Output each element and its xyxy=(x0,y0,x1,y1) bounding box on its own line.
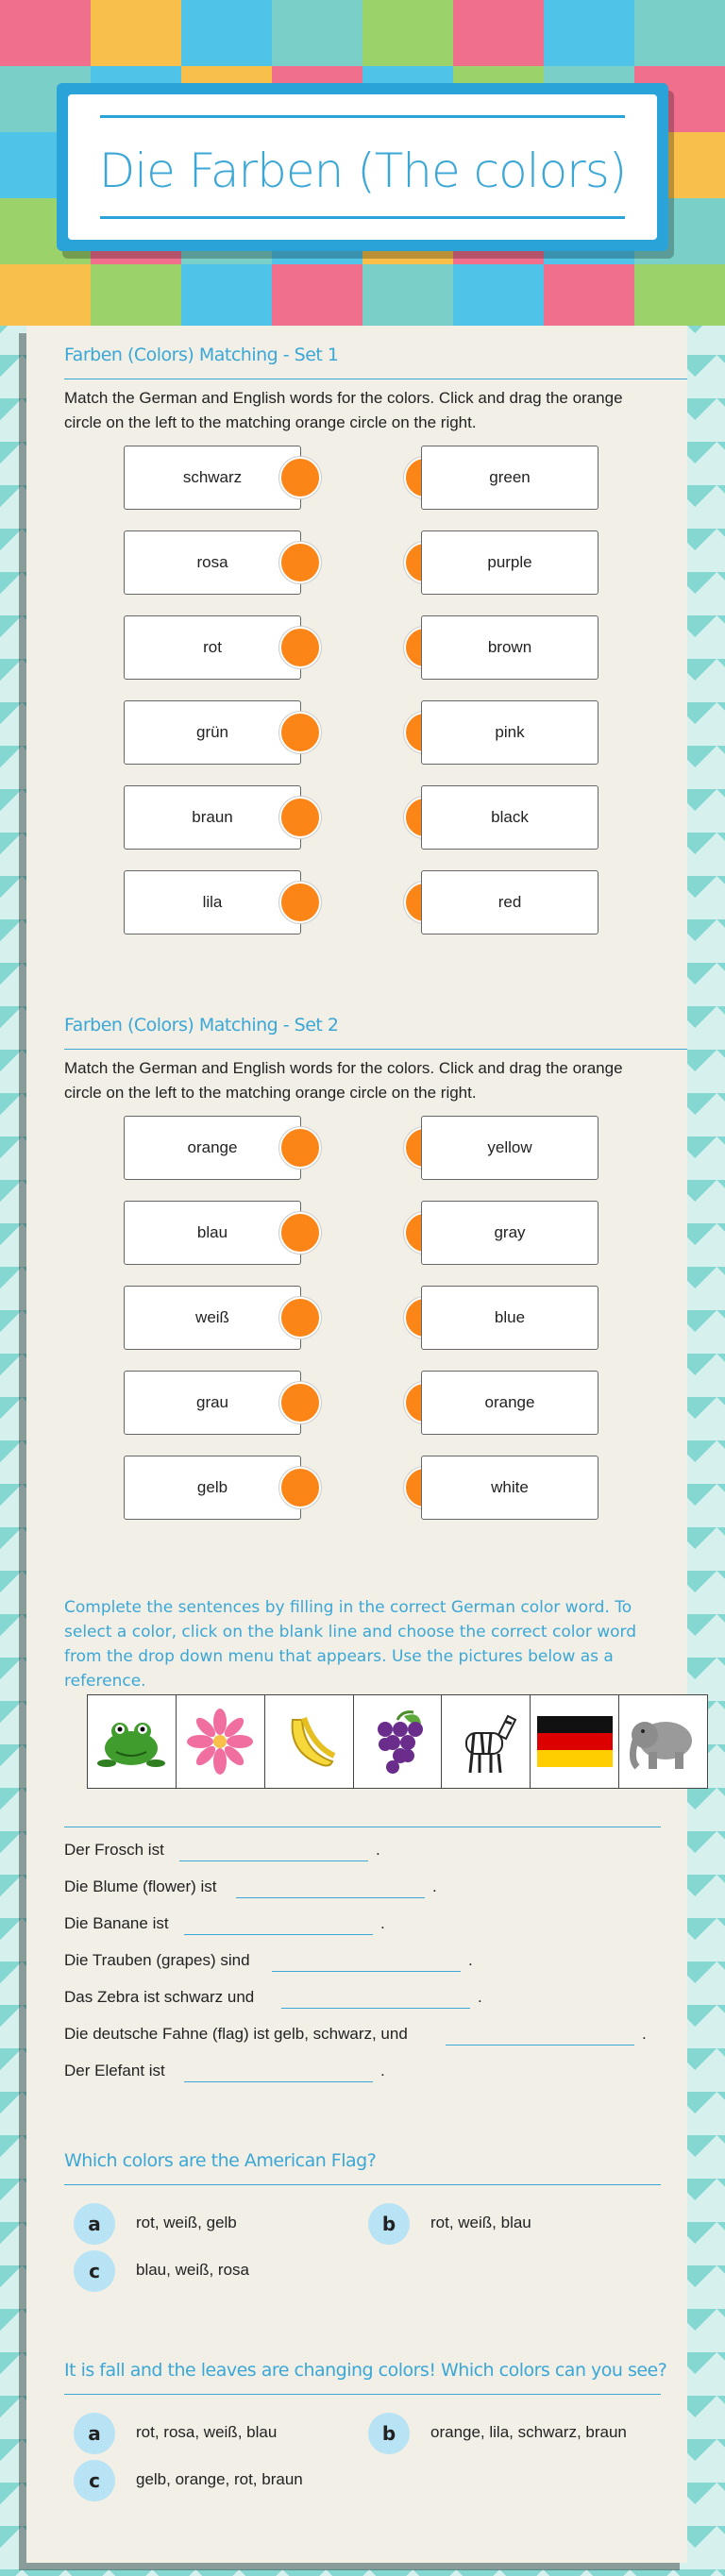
left-word-box: gelb xyxy=(124,1456,301,1520)
option-a-text[interactable]: rot, rosa, weiß, blau xyxy=(136,2423,278,2441)
right-word-box: pink xyxy=(421,700,599,765)
sentence-label: Die Blume (flower) ist xyxy=(64,1877,217,1895)
german-flag-icon xyxy=(531,1695,619,1788)
answer-blank[interactable] xyxy=(179,1860,368,1861)
frog-icon xyxy=(88,1695,177,1788)
right-word-box: red xyxy=(421,870,599,934)
left-word-box: rot xyxy=(124,615,301,680)
fill-instructions: Complete the sentences by filling in the correct German color word. To select a color, click on the blank line and choose the correct color word from the drop down menu that appears. Use the pictures below as a reference. xyxy=(64,1598,637,1691)
left-drag-handle[interactable] xyxy=(279,1297,321,1339)
answer-blank[interactable] xyxy=(281,2008,470,2009)
left-drag-handle[interactable] xyxy=(279,712,321,753)
period: . xyxy=(380,1914,385,1932)
zebra-icon xyxy=(442,1695,531,1788)
left-word-box: grau xyxy=(124,1371,301,1435)
left-word-box: lila xyxy=(124,870,301,934)
period: . xyxy=(432,1877,437,1895)
period: . xyxy=(642,2025,647,2043)
right-word-box: green xyxy=(421,446,599,510)
right-word-box: yellow xyxy=(421,1116,599,1180)
grapes-icon xyxy=(354,1695,443,1788)
flower-icon xyxy=(177,1695,265,1788)
left-drag-handle[interactable] xyxy=(279,797,321,838)
left-drag-handle[interactable] xyxy=(279,1382,321,1423)
answer-blank[interactable] xyxy=(272,1971,461,1972)
left-drag-handle[interactable] xyxy=(279,627,321,668)
right-word-box: white xyxy=(421,1456,599,1520)
option-c-badge[interactable]: c xyxy=(74,2250,115,2292)
right-word-box: purple xyxy=(421,530,599,595)
page-title: Die Farben (The colors) xyxy=(98,143,627,198)
option-c-text[interactable]: gelb, orange, rot, braun xyxy=(136,2470,303,2488)
set1-heading: Farben (Colors) Matching - Set 1 xyxy=(64,345,339,365)
divider xyxy=(64,2394,661,2395)
left-word-box: orange xyxy=(124,1116,301,1180)
picture-strip xyxy=(87,1694,708,1789)
set2-instructions: Match the German and English words for the colors. Click and drag the orange circle on the left to the matching orange circle on the right. xyxy=(64,1059,623,1102)
right-word-box: black xyxy=(421,785,599,850)
right-word-box: blue xyxy=(421,1286,599,1350)
header-banner xyxy=(0,0,725,326)
divider xyxy=(64,1049,687,1050)
left-word-box: blau xyxy=(124,1201,301,1265)
set1-instructions: Match the German and English words for the colors. Click and drag the orange circle on the left to the matching orange circle on the right. xyxy=(64,389,623,431)
option-b-text[interactable]: rot, weiß, blau xyxy=(430,2214,531,2231)
left-word-box: grün xyxy=(124,700,301,765)
right-word-box: gray xyxy=(421,1201,599,1265)
left-word-box: weiß xyxy=(124,1286,301,1350)
stripe xyxy=(0,264,725,326)
right-word-box: orange xyxy=(421,1371,599,1435)
worksheet-card xyxy=(26,326,687,2563)
sentence-label: Der Elefant ist xyxy=(64,2062,165,2079)
left-word-box: rosa xyxy=(124,530,301,595)
answer-blank[interactable] xyxy=(446,2045,634,2046)
period: . xyxy=(478,1988,482,2006)
option-b-badge[interactable]: b xyxy=(368,2203,410,2245)
answer-blank[interactable] xyxy=(184,1934,373,1935)
option-b-text[interactable]: orange, lila, schwarz, braun xyxy=(430,2423,627,2441)
option-a-badge[interactable]: a xyxy=(74,2413,115,2454)
left-drag-handle[interactable] xyxy=(279,457,321,498)
answer-blank[interactable] xyxy=(184,2081,373,2082)
left-drag-handle[interactable] xyxy=(279,1467,321,1508)
banana-icon xyxy=(265,1695,354,1788)
period: . xyxy=(468,1951,473,1969)
option-a-badge[interactable]: a xyxy=(74,2203,115,2245)
sentence-label: Die deutsche Fahne (flag) ist gelb, schwarz, und xyxy=(64,2025,408,2043)
period: . xyxy=(376,1841,380,1859)
sentence-label: Das Zebra ist schwarz und xyxy=(64,1988,255,2006)
option-a-text[interactable]: rot, weiß, gelb xyxy=(136,2214,237,2231)
option-c-text[interactable]: blau, weiß, rosa xyxy=(136,2261,249,2279)
elephant-icon xyxy=(619,1695,707,1788)
left-drag-handle[interactable] xyxy=(279,542,321,583)
left-word-box: braun xyxy=(124,785,301,850)
set2-heading: Farben (Colors) Matching - Set 2 xyxy=(64,1015,339,1035)
question-text: Which colors are the American Flag? xyxy=(64,2150,377,2171)
answer-blank[interactable] xyxy=(236,1897,425,1898)
stripe xyxy=(0,0,725,66)
sentence-label: Die Trauben (grapes) sind xyxy=(64,1951,250,1969)
period: . xyxy=(380,2062,385,2079)
divider xyxy=(64,2184,661,2185)
sentence-label: Die Banane ist xyxy=(64,1914,169,1932)
right-word-box: brown xyxy=(421,615,599,680)
left-drag-handle[interactable] xyxy=(279,1127,321,1169)
title-frame xyxy=(57,83,668,251)
left-word-box: schwarz xyxy=(124,446,301,510)
sentence-label: Der Frosch ist xyxy=(64,1841,164,1859)
left-drag-handle[interactable] xyxy=(279,1212,321,1254)
left-drag-handle[interactable] xyxy=(279,882,321,923)
question-text: It is fall and the leaves are changing colors! Which colors can you see? xyxy=(64,2360,667,2381)
option-c-badge[interactable]: c xyxy=(74,2460,115,2501)
option-b-badge[interactable]: b xyxy=(368,2413,410,2454)
